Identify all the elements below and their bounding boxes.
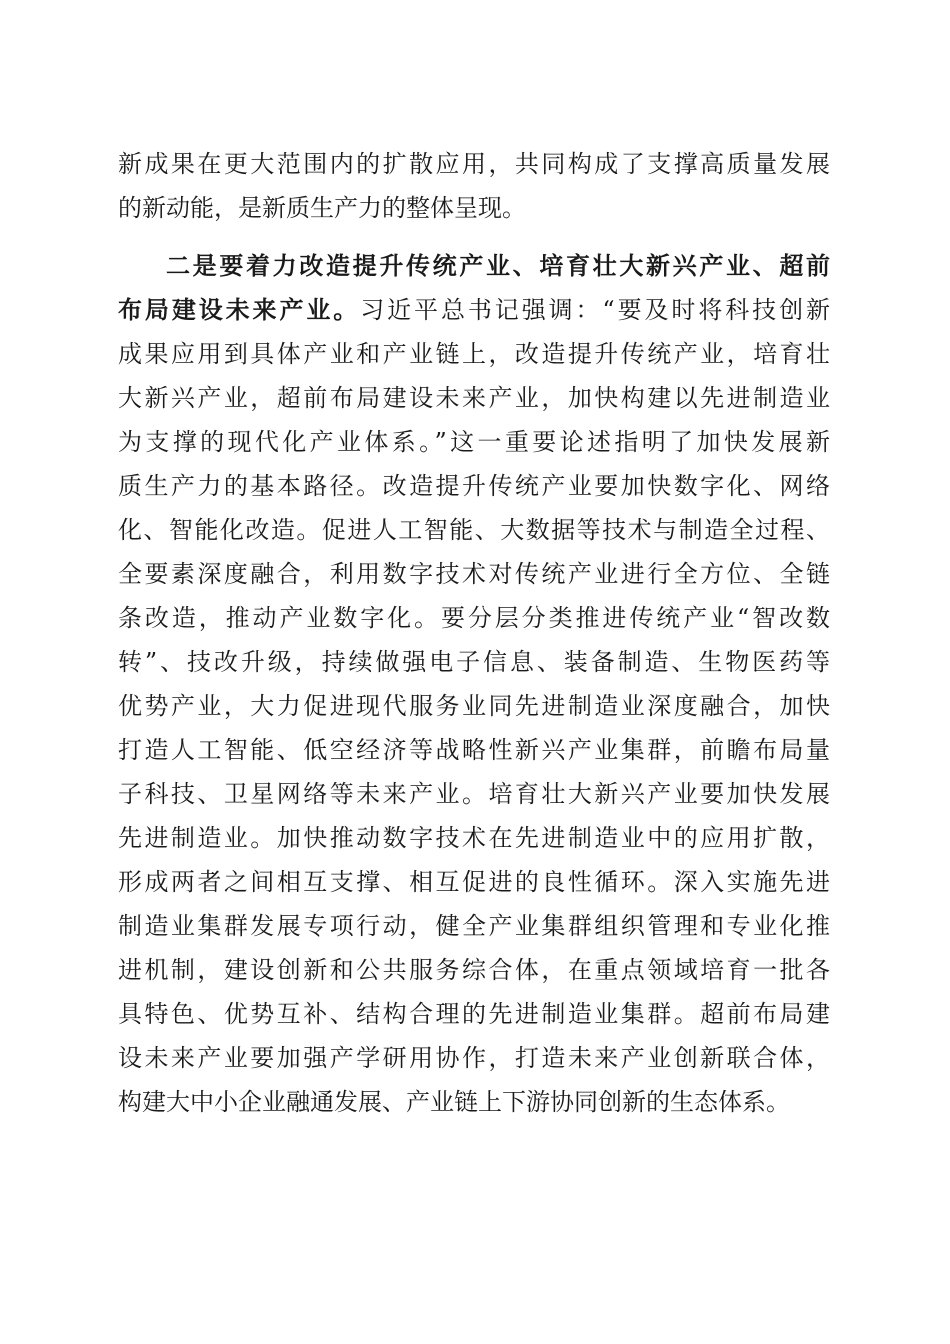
text-line: 条改造，推动产业数字化。要分层分类推进传统产业“智改数	[118, 604, 830, 632]
text-line: 先进制造业。加快推动数字技术在先进制造业中的应用扩散，	[118, 824, 830, 852]
text-line: 子科技、卫星网络等未来产业。培育壮大新兴产业要加快发展	[118, 780, 830, 808]
text-line: 的新动能，是新质生产力的整体呈现。	[118, 194, 526, 222]
text-line: 构建大中小企业融通发展、产业链上下游协同创新的生态体系。	[118, 1088, 790, 1116]
text-line: 质生产力的基本路径。改造提升传统产业要加快数字化、网络	[118, 472, 830, 500]
text-line: 全要素深度融合，利用数字技术对传统产业进行全方位、全链	[118, 560, 830, 588]
text-line: 进机制，建设创新和公共服务综合体，在重点领域培育一批各	[118, 956, 830, 984]
paragraph-1	[118, 142, 830, 230]
bold-heading-text: 布局建设未来产业。	[118, 295, 361, 324]
text-line	[118, 288, 830, 332]
text-line: 转”、技改升级，持续做强电子信息、装备制造、生物医药等	[118, 648, 830, 676]
text-line: 化、智能化改造。促进人工智能、大数据等技术与制造全过程、	[118, 516, 830, 544]
text-line: 优势产业，大力促进现代服务业同先进制造业深度融合，加快	[118, 692, 830, 720]
body-text	[118, 142, 830, 1124]
text-line: 为支撑的现代化产业体系。”这一重要论述指明了加快发展新	[118, 428, 830, 456]
text-line: 打造人工智能、低空经济等战略性新兴产业集群，前瞻布局量	[118, 736, 830, 764]
paragraph-gap	[118, 230, 830, 244]
text-line: 大新兴产业，超前布局建设未来产业，加快构建以先进制造业	[118, 384, 830, 412]
paragraph-2	[118, 244, 830, 1124]
text-line: 具特色、优势互补、结构合理的先进制造业集群。超前布局建	[118, 1000, 830, 1028]
text-line: 形成两者之间相互支撑、相互促进的良性循环。深入实施先进	[118, 868, 830, 896]
text-line: 新成果在更大范围内的扩散应用，共同构成了支撑高质量发展	[118, 150, 830, 178]
bold-heading-line: 二是要着力改造提升传统产业、培育壮大新兴产业、超前	[166, 251, 830, 280]
text-line: 制造业集群发展专项行动，健全产业集群组织管理和专业化推	[118, 912, 830, 940]
quote-intro-text: 习近平总书记强调：“要及时将科技创新	[360, 296, 830, 324]
text-line: 设未来产业要加强产学研用协作，打造未来产业创新联合体，	[118, 1044, 830, 1072]
text-line: 成果应用到具体产业和产业链上，改造提升传统产业，培育壮	[118, 340, 830, 368]
